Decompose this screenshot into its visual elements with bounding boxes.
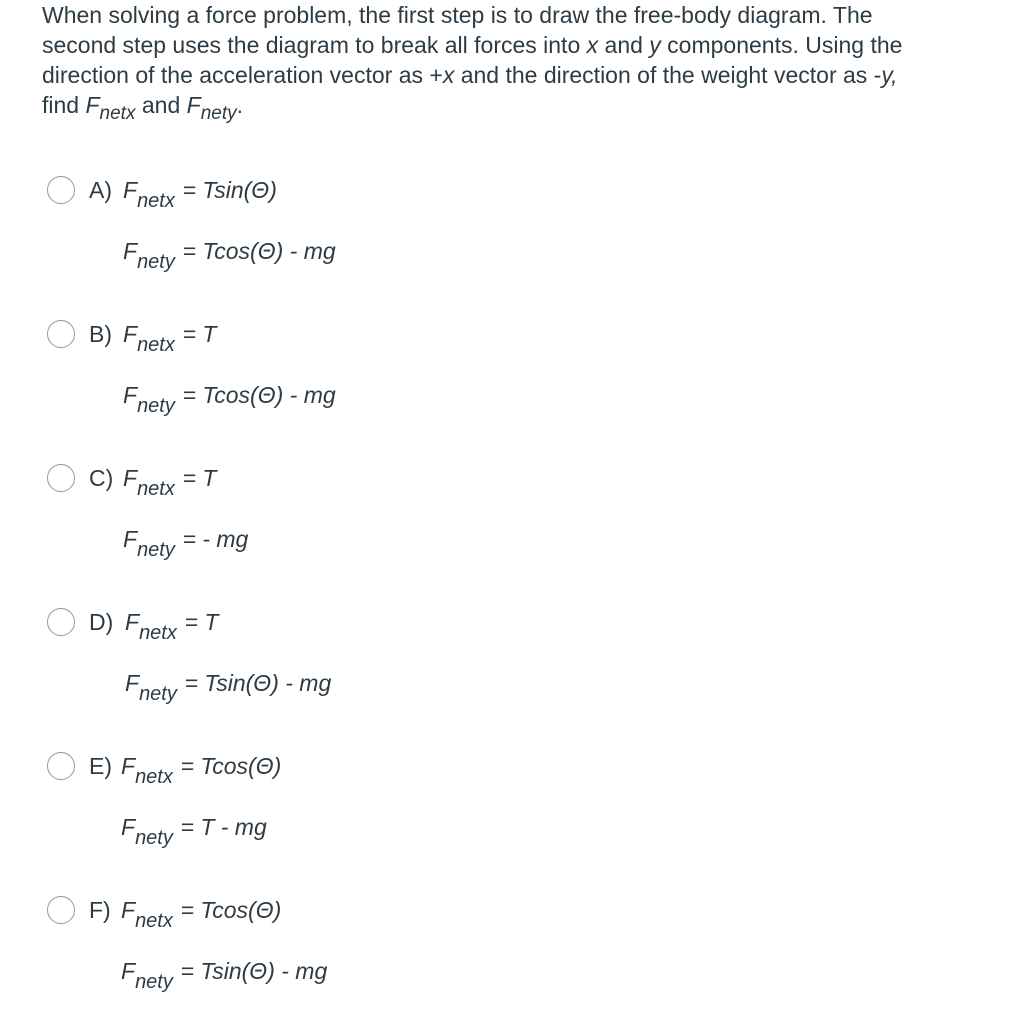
option-letter: C) [89, 465, 114, 491]
radio-button-c[interactable] [47, 464, 75, 492]
equation-netx [123, 175, 277, 212]
radio-button-d[interactable] [47, 608, 75, 636]
equation-rhs: Tcos(Θ) [200, 753, 282, 779]
question-line-4 [42, 90, 1012, 124]
question-var-y: y [649, 32, 661, 58]
answer-option-c[interactable] [47, 464, 647, 604]
force-symbol: F [123, 526, 138, 552]
equation-nety [121, 812, 267, 849]
force-subscript: netx [135, 766, 173, 788]
equals-sign: = [180, 814, 195, 840]
force-symbol: F [123, 465, 138, 491]
option-letter: E) [89, 753, 112, 779]
question-text-segment: components. Using the [660, 32, 903, 58]
answer-option-a[interactable] [47, 176, 647, 316]
equals-sign: = [182, 382, 197, 408]
equation-rhs: Tsin(Θ) [202, 177, 277, 203]
equals-sign: = [182, 177, 197, 203]
question-var-x: x [586, 32, 599, 58]
question-var-y: y, [881, 62, 898, 88]
equation-rhs: Tcos(Θ) - mg [202, 238, 336, 264]
force-subscript: nety [137, 539, 175, 561]
question-text-segment: second step uses the diagram to break all forces into [42, 32, 587, 58]
question-text-segment: and [135, 92, 187, 118]
force-subscript: netx [135, 910, 173, 932]
question-subscript: nety [200, 103, 237, 124]
force-symbol: F [121, 753, 136, 779]
equals-sign: = [180, 897, 195, 923]
force-subscript: netx [139, 622, 177, 644]
equals-sign: = [180, 753, 195, 779]
force-symbol: F [121, 958, 136, 984]
force-subscript: nety [137, 251, 175, 273]
question-var-F: F [85, 92, 100, 118]
equation-nety [123, 236, 336, 273]
force-subscript: netx [137, 334, 175, 356]
question-var-x: x [442, 62, 455, 88]
question-line-3 [42, 60, 1012, 90]
radio-button-b[interactable] [47, 320, 75, 348]
force-symbol: F [123, 177, 138, 203]
force-symbol: F [125, 670, 140, 696]
option-letter: F) [89, 897, 111, 923]
equals-sign: = [184, 670, 199, 696]
force-symbol: F [125, 609, 140, 635]
force-symbol: F [121, 814, 136, 840]
answer-option-f[interactable] [47, 896, 647, 1036]
equals-sign: = [182, 238, 197, 264]
force-subscript: netx [137, 478, 175, 500]
answer-option-d[interactable] [47, 608, 647, 748]
equals-sign: = [182, 526, 197, 552]
equation-nety [125, 668, 332, 705]
equation-rhs: T - mg [200, 814, 267, 840]
question-text-segment: and [598, 32, 650, 58]
question-subscript: netx [99, 103, 136, 124]
option-letter: B) [89, 321, 112, 347]
force-subscript: nety [135, 827, 173, 849]
question-text-segment: find [42, 92, 86, 118]
force-subscript: nety [139, 683, 177, 705]
equation-rhs: Tsin(Θ) - mg [200, 958, 328, 984]
force-subscript: netx [137, 190, 175, 212]
equals-sign: = [182, 321, 197, 347]
force-symbol: F [123, 321, 138, 347]
equation-netx [123, 463, 217, 500]
option-letter: D) [89, 609, 114, 635]
question-var-F: F [186, 92, 201, 118]
answer-option-b[interactable] [47, 320, 647, 460]
option-letter: A) [89, 177, 112, 203]
force-subscript: nety [135, 971, 173, 993]
equation-netx [125, 607, 219, 644]
answer-option-e[interactable] [47, 752, 647, 892]
radio-button-a[interactable] [47, 176, 75, 204]
equation-netx [121, 751, 282, 788]
force-symbol: F [121, 897, 136, 923]
equation-nety [121, 956, 328, 993]
question-line-2 [42, 30, 1012, 60]
question-text-segment: . [236, 92, 243, 118]
equation-nety [123, 380, 336, 417]
equation-netx [121, 895, 282, 932]
radio-button-f[interactable] [47, 896, 75, 924]
equation-rhs: T [204, 609, 219, 635]
force-symbol: F [123, 382, 138, 408]
equation-rhs: - mg [202, 526, 249, 552]
equals-sign: = [184, 609, 199, 635]
question-text-segment: and the direction of the weight vector as - [454, 62, 882, 88]
equation-nety [123, 524, 249, 561]
equals-sign: = [180, 958, 195, 984]
equation-rhs: T [202, 321, 217, 347]
equation-rhs: Tcos(Θ) - mg [202, 382, 336, 408]
question-line-1: When solving a force problem, the first step is to draw the free-body diagram. The [42, 2, 873, 28]
equation-netx [123, 319, 217, 356]
equation-rhs: T [202, 465, 217, 491]
equation-rhs: Tsin(Θ) - mg [204, 670, 332, 696]
force-symbol: F [123, 238, 138, 264]
radio-button-e[interactable] [47, 752, 75, 780]
force-subscript: nety [137, 395, 175, 417]
question-text [42, 0, 1012, 124]
equation-rhs: Tcos(Θ) [200, 897, 282, 923]
question-text-segment: direction of the acceleration vector as + [42, 62, 443, 88]
equals-sign: = [182, 465, 197, 491]
